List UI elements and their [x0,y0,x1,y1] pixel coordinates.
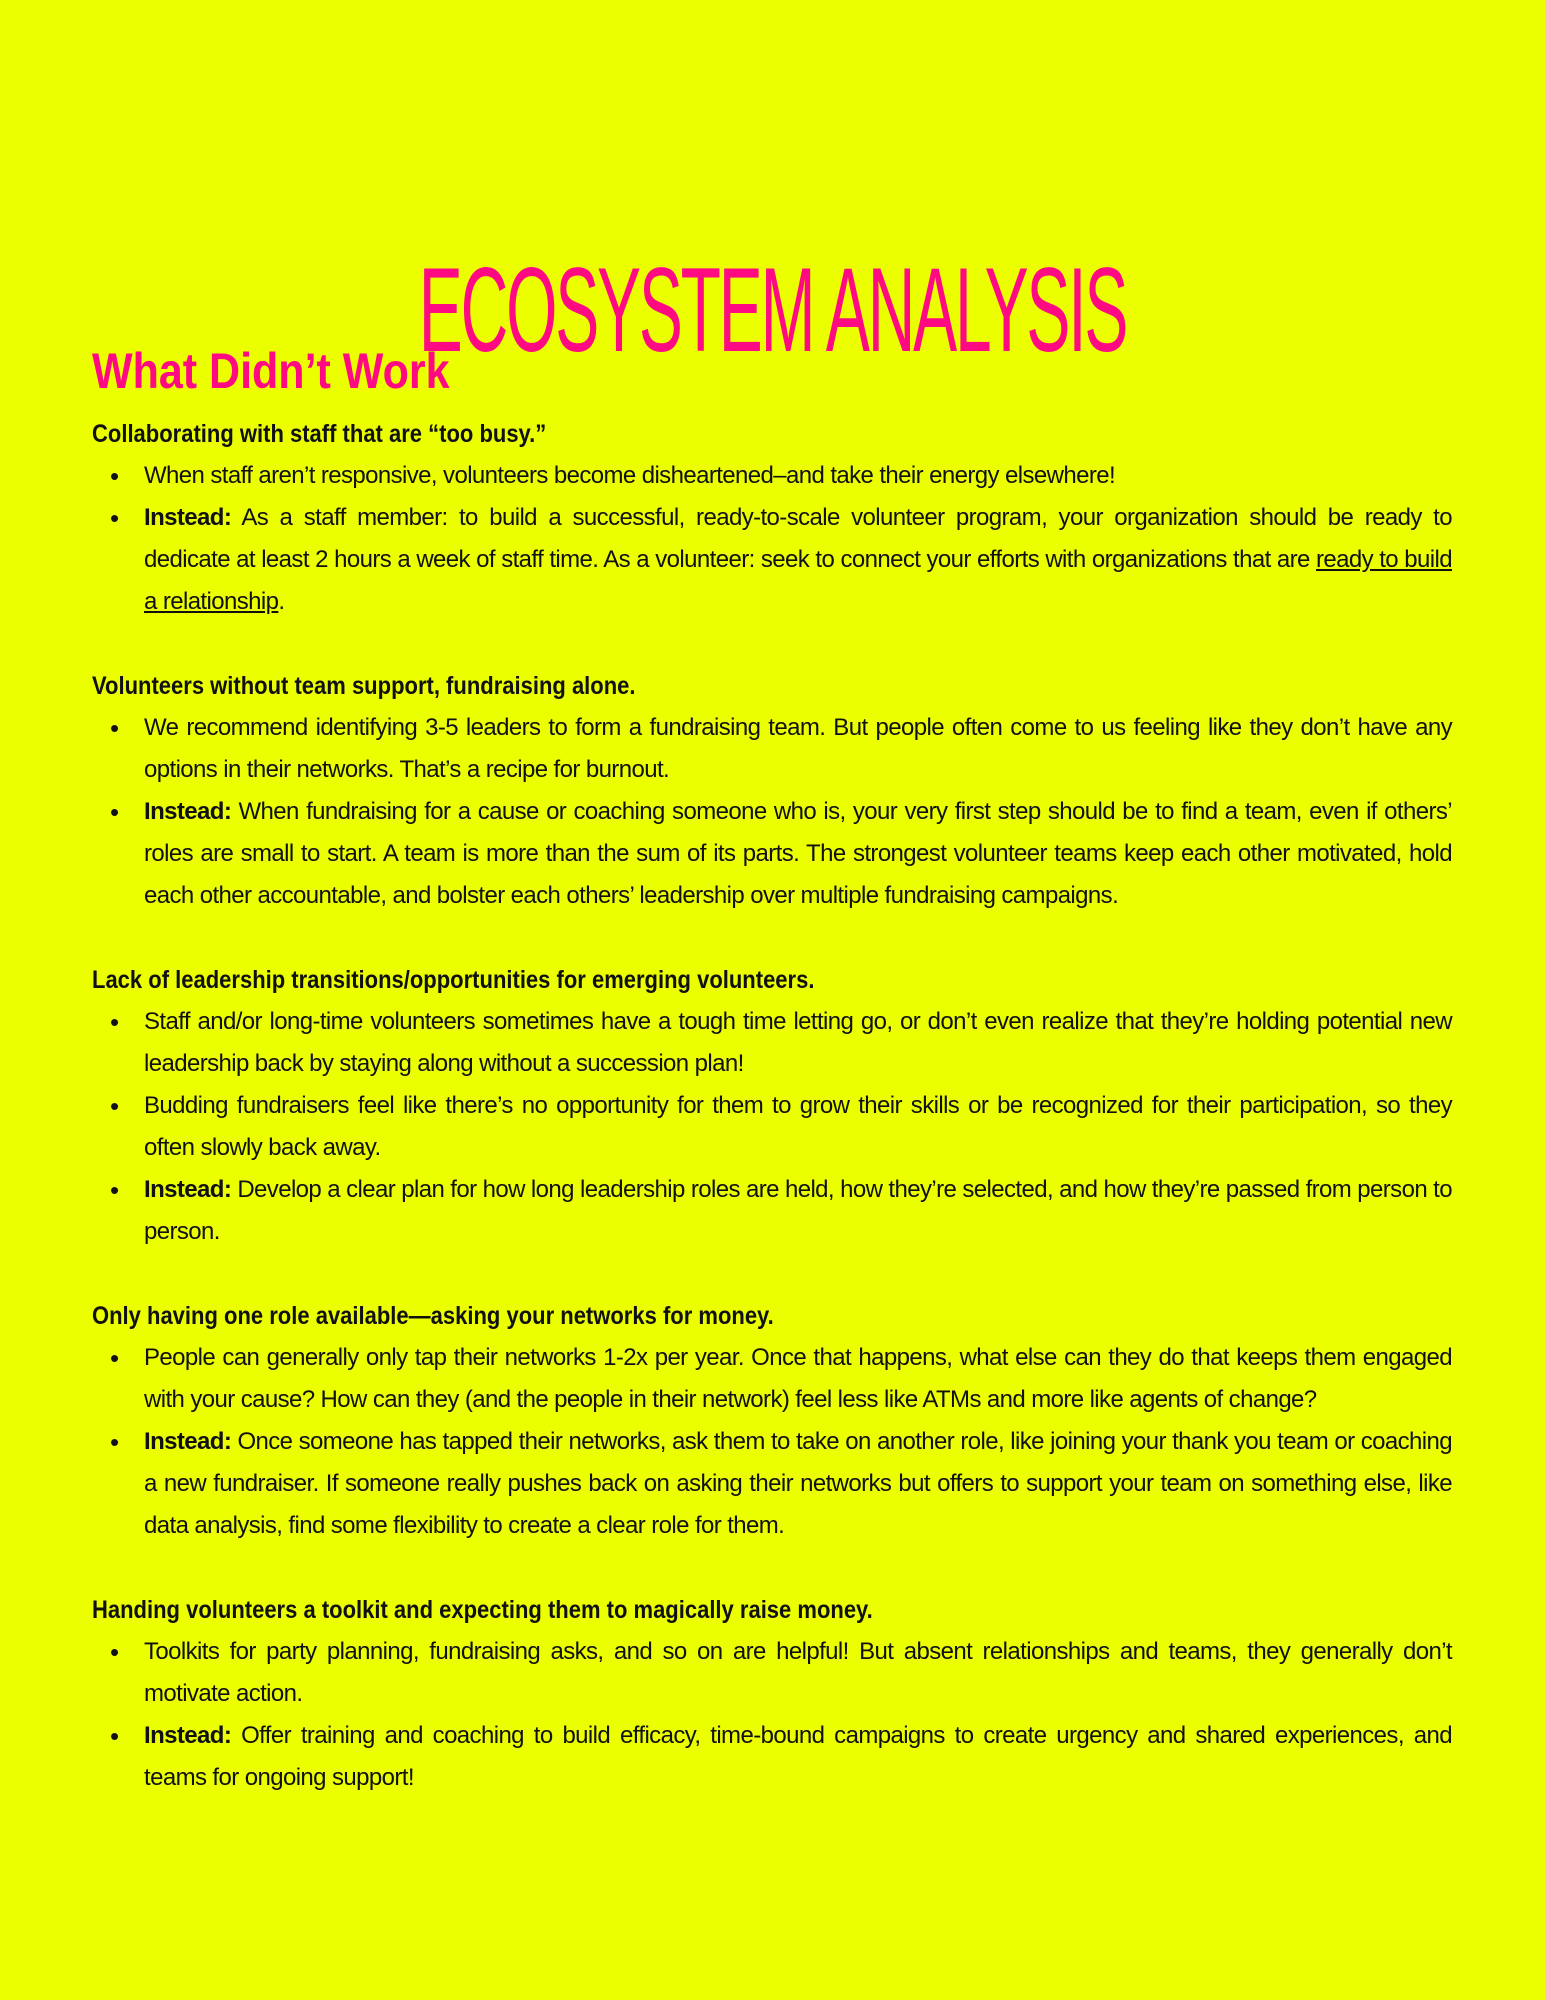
list-item [92,1001,1452,1085]
list-item [92,1715,1452,1799]
list-item [92,707,1452,791]
instead-label: Instead: [144,1176,232,1203]
bullet-list [92,1337,1452,1547]
instead-label: Instead: [144,1428,232,1455]
item-text: Toolkits for party planning, fundraising asks, and so on are helpful! But absent relationships and teams, they generally don’t motivate action. [144,1638,1452,1707]
bullet-icon: • [110,797,119,827]
list-item [92,1169,1452,1253]
list-item [92,1337,1452,1421]
section-title: What Didn’t Work [92,343,450,399]
item-text-end: . [278,588,285,615]
section-one-role [92,1295,1452,1547]
bullet-icon: • [110,503,119,533]
list-item [92,1085,1452,1169]
relationship-link[interactable]: ready to build a relationship [144,546,1452,615]
item-text: Staff and/or long-time volunteers sometimes have a tough time letting go, or don’t even realize that they’re holding potential new leadership back by staying along without a succession plan! [144,1008,1452,1077]
section-busy-staff [92,413,1452,623]
page-title: ECOSYSTEM ANALYSIS [418,243,1127,378]
instead-label: Instead: [144,504,232,531]
bullet-icon: • [110,1175,119,1205]
bullet-list [92,1001,1452,1253]
list-item [92,1421,1452,1547]
section-toolkit [92,1589,1452,1799]
bullet-list [92,455,1452,623]
section-heading: Volunteers without team support, fundraising alone. [92,672,636,700]
list-item [92,497,1452,623]
content-body [92,413,1452,1841]
bullet-list [92,1631,1452,1799]
section-heading: Handing volunteers a toolkit and expecting them to magically raise money. [92,1596,873,1624]
instead-label: Instead: [144,798,232,825]
item-text: We recommend identifying 3-5 leaders to form a fundraising team. But people often come to us feeling like they don’t have any options in their networks. That’s a recipe for burnout. [144,714,1452,783]
list-item [92,791,1452,917]
section-team-support [92,665,1452,917]
item-text: As a staff member: to build a successful, ready-to-scale volunteer program, your organization should be ready to dedicate at least 2 hours a week of staff time. As a volunteer: seek to connect your efforts with organizations that are [144,504,1452,573]
item-text: Develop a clear plan for how long leadership roles are held, how they’re selected, and how they’re passed from person to person. [144,1176,1452,1245]
bullet-icon: • [110,1637,119,1667]
list-item [92,455,1452,497]
item-text: When staff aren’t responsive, volunteers become disheartened–and take their energy elsewhere! [144,462,1116,489]
bullet-icon: • [110,1721,119,1751]
bullet-icon: • [110,1007,119,1037]
bullet-icon: • [110,1091,119,1121]
item-text: People can generally only tap their networks 1-2x per year. Once that happens, what else can they do that keeps them engaged with your cause? How can they (and the people in their network) feel less like ATMs and more like agents of change? [144,1344,1452,1413]
bullet-icon: • [110,1343,119,1373]
list-item [92,1631,1452,1715]
bullet-icon: • [110,1427,119,1457]
item-text: Offer training and coaching to build efficacy, time-bound campaigns to create urgency and shared experiences, and teams for ongoing support! [144,1722,1452,1791]
bullet-list [92,707,1452,917]
bullet-icon: • [110,713,119,743]
section-heading: Only having one role available—asking your networks for money. [92,1302,774,1330]
item-text: Once someone has tapped their networks, ask them to take on another role, like joining your thank you team or coaching a new fundraiser. If someone really pushes back on asking their networks but offers to support your team on something else, like data analysis, find some flexibility to create a clear role for them. [144,1428,1452,1539]
section-leadership-transitions [92,959,1452,1253]
bullet-icon: • [110,461,119,491]
section-heading: Lack of leadership transitions/opportunities for emerging volunteers. [92,966,815,994]
section-heading: Collaborating with staff that are “too busy.” [92,420,547,448]
item-text: Budding fundraisers feel like there’s no opportunity for them to grow their skills or be recognized for their participation, so they often slowly back away. [144,1092,1452,1161]
item-text: When fundraising for a cause or coaching someone who is, your very first step should be to find a team, even if others’ roles are small to start. A team is more than the sum of its parts. The strongest volunteer teams keep each other motivated, hold each other accountable, and bolster each others’ leadership over multiple fundraising campaigns. [144,798,1452,909]
instead-label: Instead: [144,1722,232,1749]
